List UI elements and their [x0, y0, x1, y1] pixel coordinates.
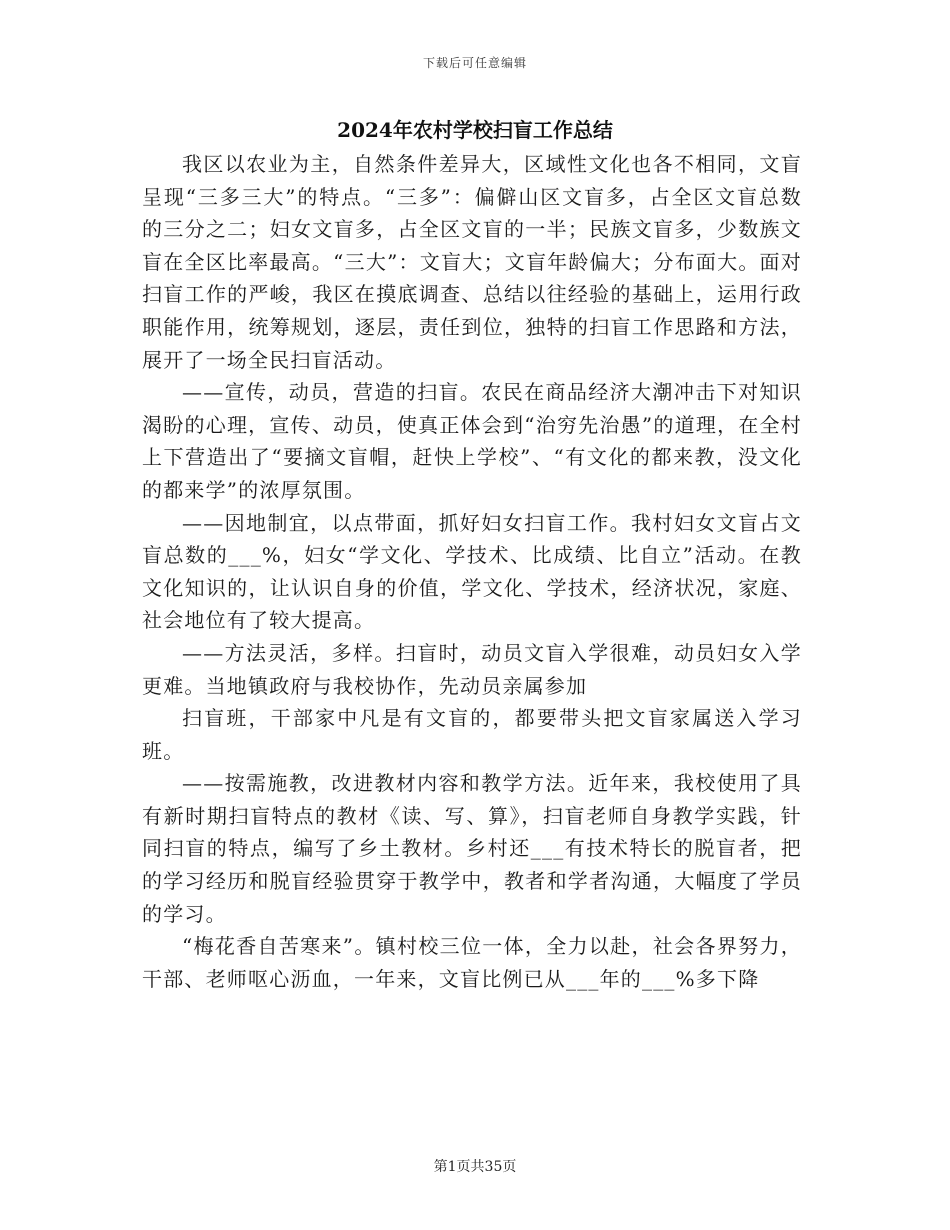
- body-paragraph: 扫盲班，干部家中凡是有文盲的，都要带头把文盲家属送入学习班。: [142, 706, 802, 763]
- download-note: 下载后可任意编辑: [422, 56, 527, 70]
- body-paragraph: ——宣传，动员，营造的扫盲。农民在商品经济大潮冲击下对知识渴盼的心理，宣传、动员，使真正体会到“治穷先治愚”的道理，在全村上下营造出了“要摘文盲帽，赶快上学校”、“有文化的都来教，没文化的都来学”的浓厚氛围。: [142, 380, 802, 502]
- document-body: [142, 148, 802, 995]
- body-paragraph: ——按需施教，改进教材内容和教学方法。近年来，我校使用了具有新时期扫盲特点的教材《读、写、算》，扫盲老师自身教学实践，针同扫盲的特点，编写了乡土教材。乡村还___有技术特长的脱盲者，把的学习经历和脱盲经验贯穿于教学中，教者和学者沟通，大幅度了学员的学习。: [142, 771, 802, 926]
- body-paragraph: 我区以农业为主，自然条件差异大，区域性文化也各不相同，文盲呈现“三多三大”的特点。“三多”：偏僻山区文盲多，占全区文盲总数的三分之二；妇女文盲多，占全区文盲的一半；民族文盲多，少数族文盲在全区比率最高。“三大”：文盲大；文盲年龄偏大；分布面大。面对扫盲工作的严峻，我区在摸底调查、总结以往经验的基础上，运用行政职能作用，统筹规划，逐层，责任到位，独特的扫盲工作思路和方法，展开了一场全民扫盲活动。: [142, 152, 802, 372]
- body-paragraph: ——因地制宜，以点带面，抓好妇女扫盲工作。我村妇女文盲占文盲总数的___%，妇女“学文化、学技术、比成绩、比自立”活动。在教文化知识的，让认识自身的价值，学文化、学技术，经济状况，家庭、社会地位有了较大提高。: [142, 510, 802, 633]
- body-paragraph: ——方法灵活，多样。扫盲时，动员文盲入学很难，动员妇女入学更难。当地镇政府与我校协作，先动员亲属参加: [142, 640, 802, 698]
- page-number: 第1页共35页: [433, 1159, 517, 1175]
- body-paragraph: “梅花香自苦寒来”。镇村校三位一体，全力以赴，社会各界努力，干部、老师呕心沥血，一年来，文盲比例已从___年的___%多下降: [142, 934, 802, 991]
- document-title: 2024年农村学校扫盲工作总结: [337, 118, 613, 142]
